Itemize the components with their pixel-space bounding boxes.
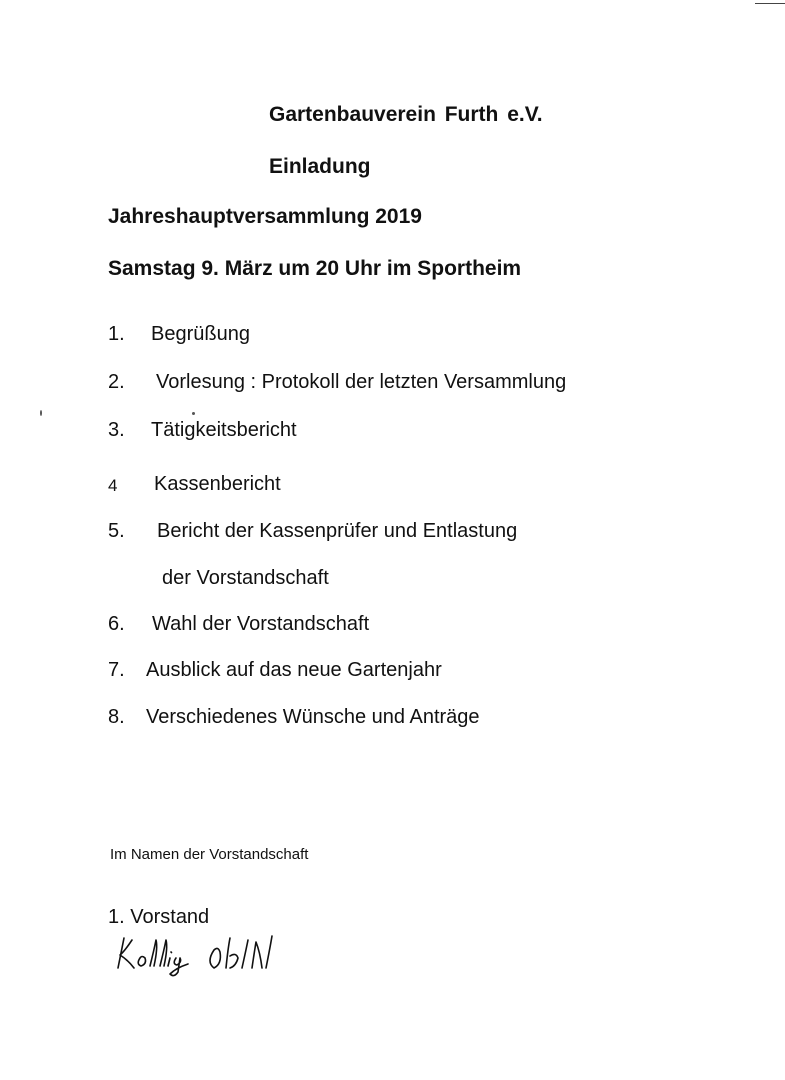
handwritten-signature [110, 928, 290, 978]
on-behalf-line: Im Namen der Vorstandschaft [110, 846, 309, 863]
agenda-item-text: Tätigkeitsbericht [151, 419, 297, 441]
meeting-date-location: Samstag 9. März um 20 Uhr im Sportheim [108, 257, 522, 280]
agenda-item-number: 6. [108, 613, 125, 635]
scan-speck [40, 410, 42, 416]
agenda-item-number: 2. [108, 371, 125, 393]
meeting-title: Jahreshauptversammlung 2019 [108, 205, 422, 228]
agenda-item-text: Kassenbericht [154, 473, 281, 495]
agenda-item-number: 5. [108, 520, 125, 542]
agenda-item-number: 7. [108, 659, 125, 681]
invitation-heading: Einladung [269, 155, 371, 178]
scan-speck [192, 412, 195, 415]
agenda-item-continuation-text: der Vorstandschaft [162, 567, 329, 589]
agenda-item-text: Wahl der Vorstandschaft [152, 613, 370, 635]
agenda-item-text: Ausblick auf das neue Gartenjahr [146, 659, 442, 681]
signatory-role: 1. Vorstand [108, 906, 210, 928]
scan-edge-mark [755, 3, 785, 4]
agenda-item-text: Bericht der Kassenprüfer und Entlastung [157, 520, 518, 542]
agenda-item-number: 4 [108, 476, 118, 495]
agenda-item-text: Vorlesung : Protokoll der letzten Versammlung [156, 371, 567, 393]
organization-name: Gartenbauverein Furth e.V. [269, 103, 543, 126]
agenda-item-number: 8. [108, 706, 125, 728]
agenda-item-number: 3. [108, 419, 125, 441]
agenda-item-number: 1. [108, 323, 125, 345]
agenda-item-text: Begrüßung [151, 323, 250, 345]
agenda-item-text: Verschiedenes Wünsche und Anträge [146, 706, 480, 728]
